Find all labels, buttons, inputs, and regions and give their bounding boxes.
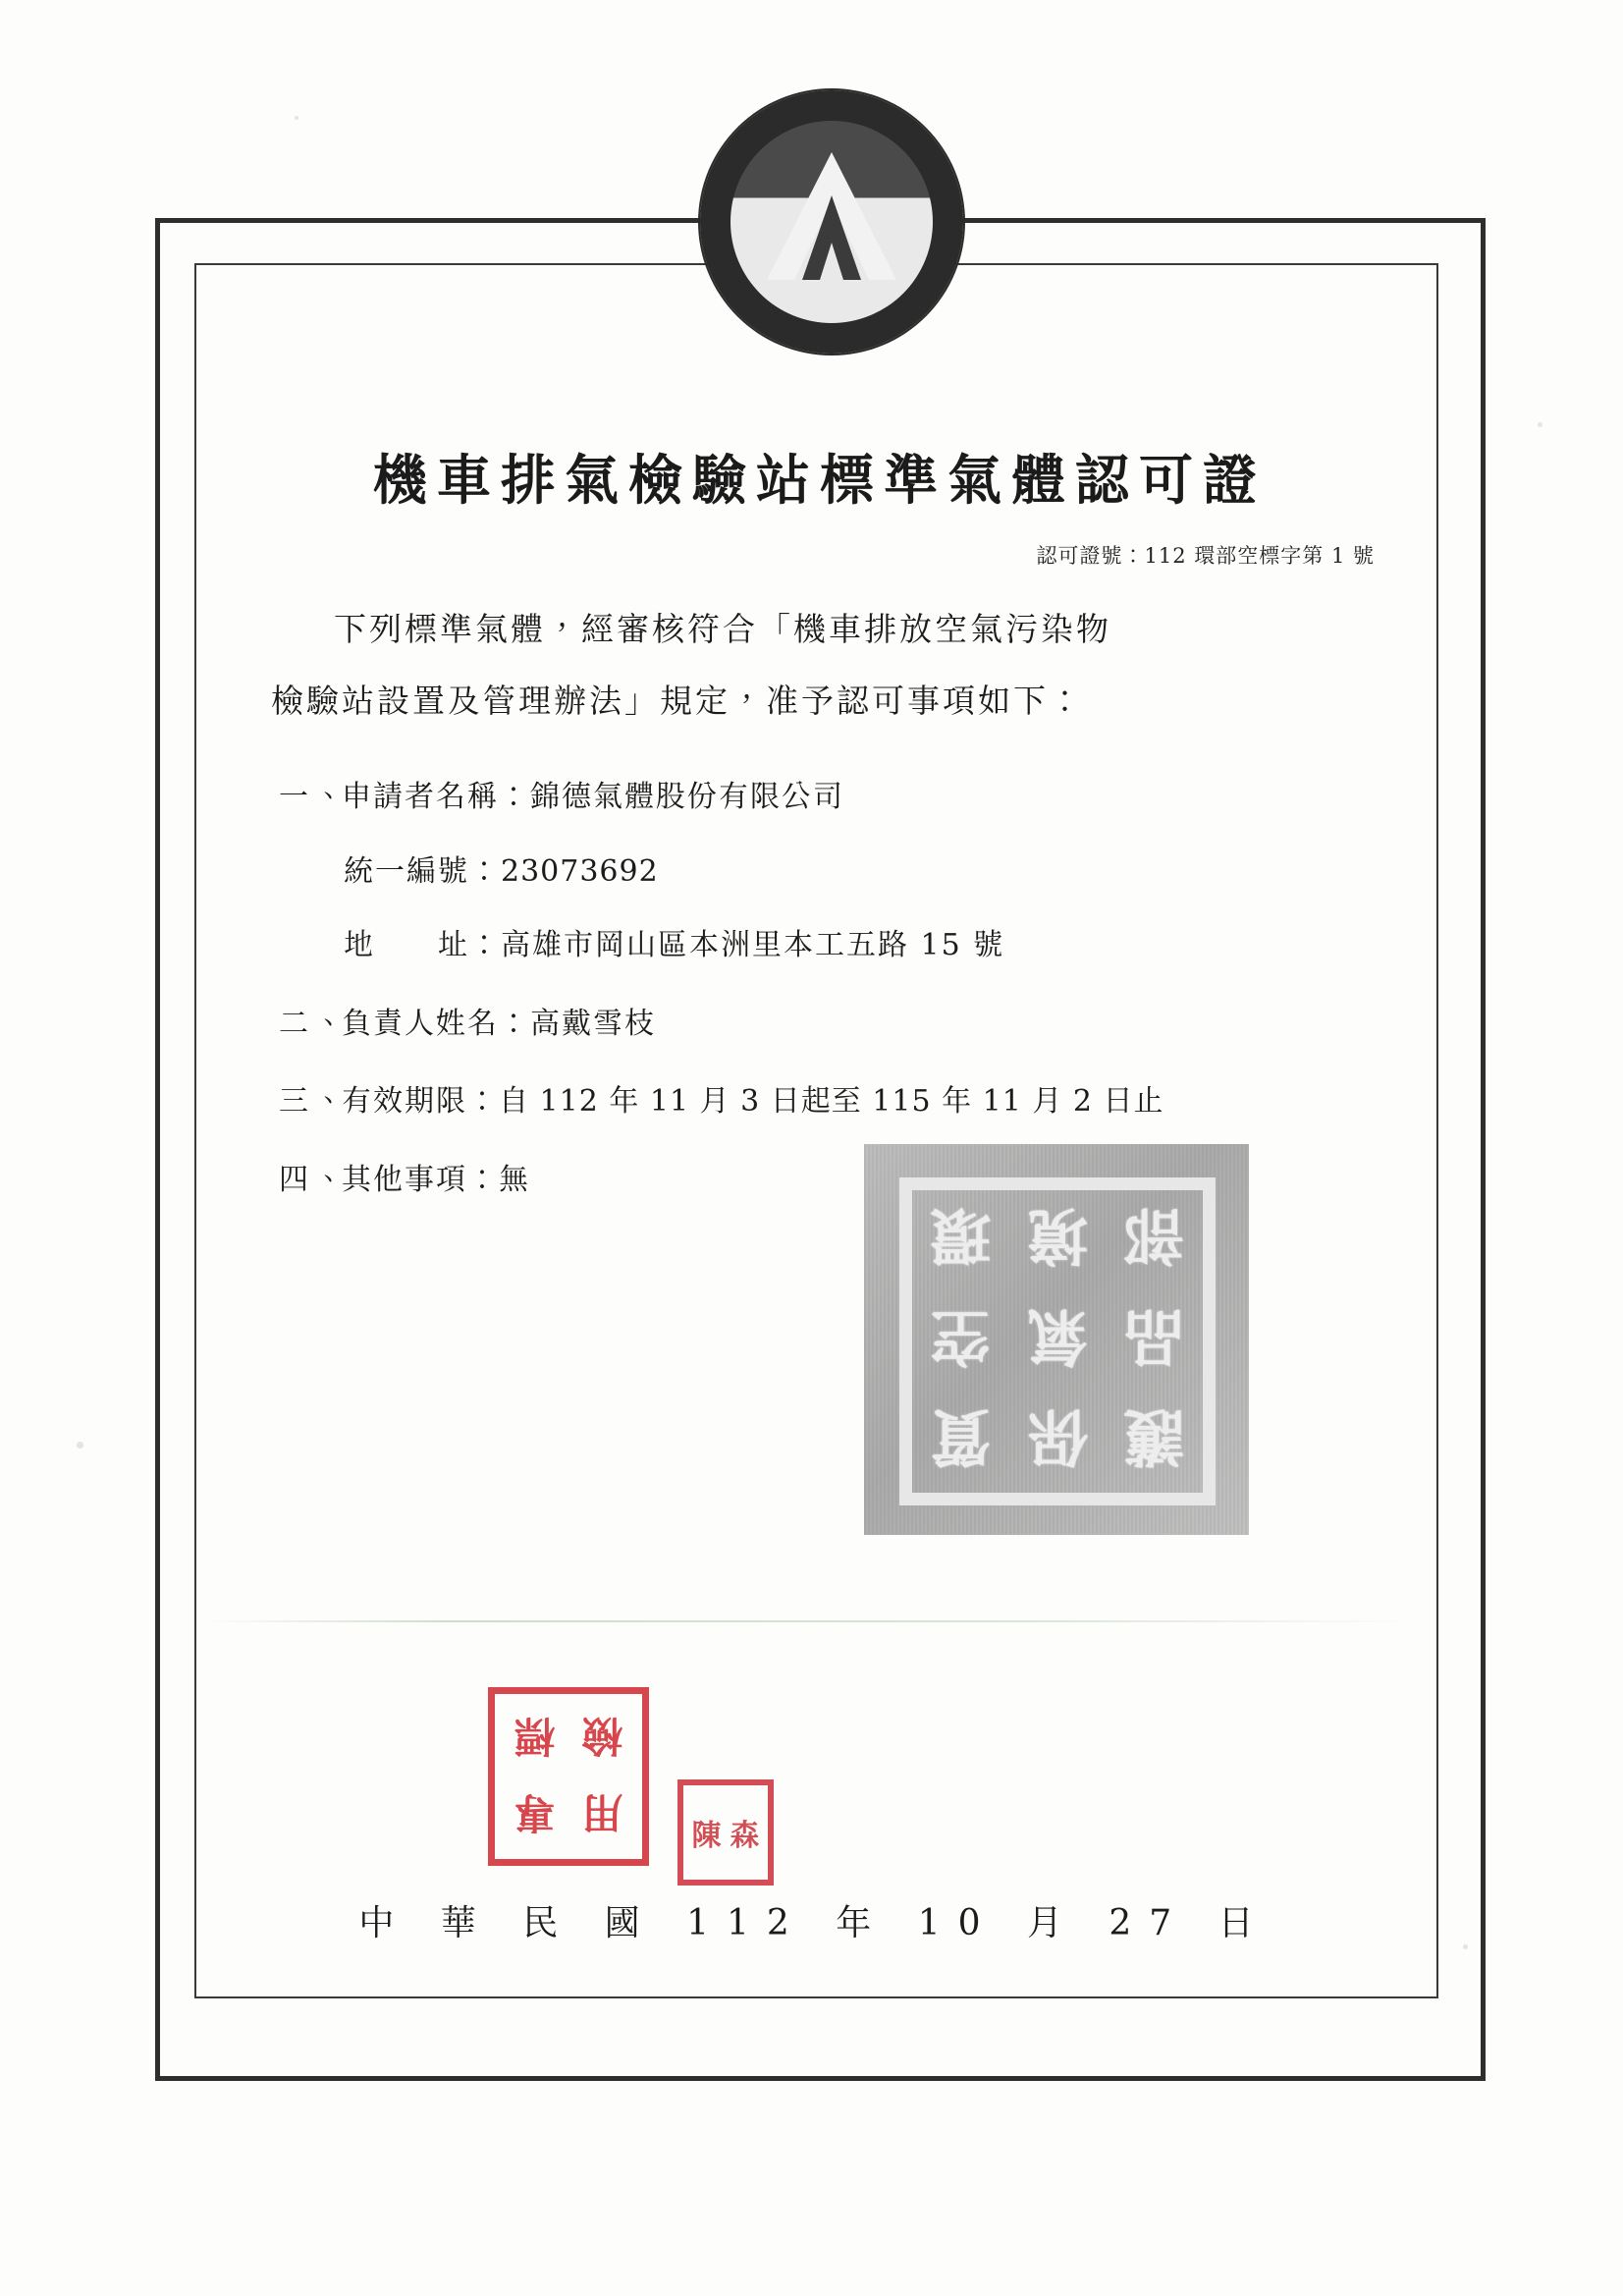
item-label: 有效期限： [342, 1084, 499, 1120]
sub-label: 統一編號： [344, 853, 501, 889]
chop-char: 檢 [581, 1712, 623, 1760]
item-value: 無 [499, 1162, 530, 1197]
item-number: 三、 [279, 1084, 350, 1120]
item-value: 高戴雪枝 [530, 1006, 656, 1041]
list-item [236, 1000, 1394, 1049]
seal-char: 質 [930, 1401, 992, 1474]
seal-char: 環 [930, 1199, 992, 1272]
sub-value: 23073692 [501, 853, 659, 889]
item-sub-line [342, 921, 1394, 970]
seal-char: 部 [1123, 1199, 1185, 1272]
page-title: 機車排氣檢驗站標準氣體認可證 [372, 448, 1267, 512]
item-body [342, 773, 1394, 970]
seal-char: 護 [1123, 1401, 1185, 1474]
scan-speck [1538, 422, 1542, 427]
scan-speck [295, 116, 298, 120]
list-item [236, 773, 1394, 970]
chop-char: 森 [730, 1819, 760, 1853]
red-official-chop [488, 1687, 649, 1866]
chop-char: 陳 [691, 1819, 722, 1853]
scan-streak [206, 1620, 1414, 1622]
item-number: 一、 [279, 780, 350, 815]
item-label: 負責人姓名： [342, 1006, 530, 1041]
item-label: 申請者名稱： [342, 780, 530, 815]
item-value: 自 112 年 11 月 3 日起至 115 年 11 月 2 日止 [499, 1084, 1164, 1120]
item-number: 四、 [279, 1162, 350, 1197]
chop-char: 標 [514, 1712, 556, 1760]
seal-char: 境 [1026, 1199, 1088, 1272]
item-number: 二、 [279, 1006, 350, 1041]
emblem-mountain-glyph [759, 144, 904, 292]
sub-label: 地 址： [344, 928, 501, 963]
seal-char: 空 [930, 1300, 992, 1373]
item-body [342, 1077, 1394, 1126]
certificate-number: 認可證號：112 環部空標字第 1 號 [1036, 544, 1375, 568]
agency-seal-characters [912, 1190, 1203, 1493]
red-name-chop [677, 1779, 774, 1886]
chop-char: 專 [514, 1788, 556, 1836]
chop-char: 用 [581, 1788, 623, 1836]
certificate-content [236, 295, 1394, 1964]
item-main-line [342, 773, 1394, 822]
item-label: 其他事項： [342, 1162, 499, 1197]
sub-value: 高雄市岡山區本洲里本工五路 15 號 [501, 928, 1005, 963]
seal-char: 氣 [1026, 1300, 1088, 1373]
list-item [236, 1077, 1394, 1126]
agency-official-seal [864, 1144, 1249, 1535]
agency-seal-inner-border [899, 1177, 1216, 1505]
issue-date: 中 華 民 國 112 年 10 月 27 日 [358, 1903, 1271, 1943]
seal-char: 品 [1123, 1300, 1185, 1373]
item-body [342, 1000, 1394, 1049]
scan-speck [77, 1442, 83, 1449]
lead-line-1: 下列標準氣體，經審核符合「機車排放空氣污染物 [334, 610, 1111, 648]
lead-paragraph [236, 599, 1394, 732]
item-value: 錦德氣體股份有限公司 [530, 780, 844, 815]
seal-char: 保 [1026, 1401, 1088, 1474]
red-name-chop-characters [687, 1789, 764, 1876]
lead-line-2: 檢驗站設置及管理辦法」規定，准予認可事項如下： [271, 681, 1084, 720]
red-chop-characters [501, 1700, 636, 1853]
items-list [236, 773, 1394, 1204]
item-sub-line [342, 847, 1394, 897]
